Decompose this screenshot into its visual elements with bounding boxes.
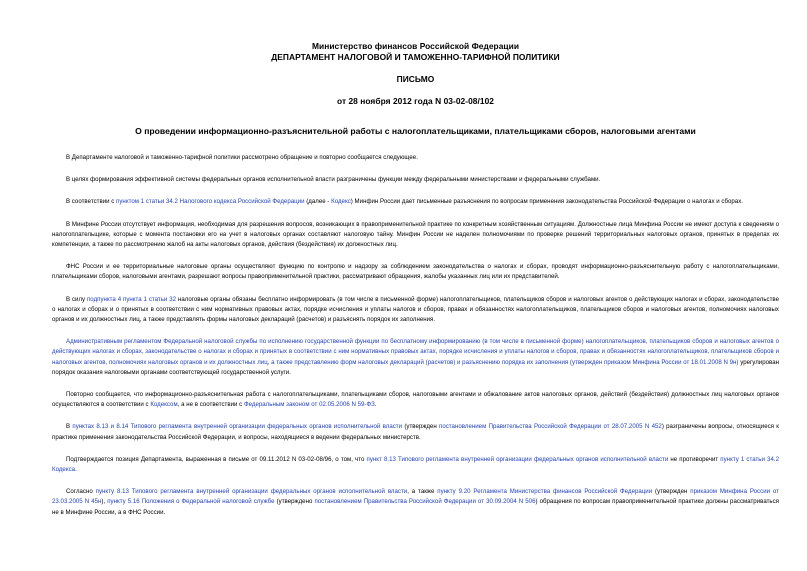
link-federal-law-59-fz[interactable]: Федеральным законом от 02.05.2006 N 59-ФЗ <box>243 401 375 409</box>
paragraph-text: В Минфине России отсутствует информация, необходимая для разрешения вопросов, возникающих в правоприменительной практике по конкретным хозяйственным ситуациям. Должностные лица Минфина России не имеют доступа к сведениям о налогоплательщике, которые с момента постановки его на учет в налоговых органах составляют налоговую тайну. Минфин России не наделен полномочиями по проверке решений территориальных налоговых органов, принятых в пределах их компетенции, а также по рассмотрению жалоб на акты налоговых органов, действия (бездействия) их должностных лиц. <box>52 220 779 249</box>
paragraph-8 <box>52 390 779 410</box>
link-minfin-order-45n[interactable]: приказом Минфина России от 23.03.2005 N 45н <box>52 488 779 506</box>
link-subparagraph-4-article-32[interactable]: подпункта 4 пункта 1 статьи 32 <box>86 295 177 303</box>
document-type: ПИСЬМО <box>396 74 435 84</box>
link-tax-code[interactable]: Кодексом <box>150 401 178 409</box>
link-administrative-regulation-fns[interactable]: Административным регламентом Федеральной налоговой службы по исполнению государственной функции по бесплатному информированию (в том числе в письменной форме) налогоплательщиков, плательщиков сборов и налоговых агентов о действующих налогах и сборах, законодательстве о налогах и сборах и принятых в соответствии с ним нормативных правовых актах, порядке исчисления и уплаты налогов и сборов, правах и обязанностях налогоплательщиков, плательщиков сборов и налоговых агентов, полномочиях налоговых органов и их должностных лиц, а также представлению форм налоговых деклараций (расчетов) и разъяснению порядка их заполнения (утвержден приказом Минфина России от 18.01.2008 N 9н) <box>52 338 779 366</box>
paragraph-text: налоговые органы обязаны бесплатно информировать (в том числе в письменной форме) налогоплательщиков, плательщиков сборов и налоговых агентов о действующих налогах и сборах, законодательстве о налогах и сборах и о принятых в соответствии с ним нормативных правовых актах, порядке исчисления и уплаты налогов и сборов, правах и обязанностях налогоплательщиков, плательщиков сборов и налоговых агентов, полномочиях налоговых органов и их должностных лиц, а также представлять формы налоговых деклараций (расчетов) и разъяснять порядок их заполнения. <box>52 295 779 324</box>
paragraph-text: . <box>75 466 77 474</box>
link-typical-regulation-8-13[interactable]: пункт 8.13 Типового регламента внутренней организации федеральных органов исполнительной власти <box>366 455 669 463</box>
paragraph-text: , а также <box>407 488 438 496</box>
paragraph-text: (утверждено <box>274 498 315 506</box>
link-article-34-2-code[interactable]: пункту 1 статьи 34.2 Кодекса <box>52 455 779 474</box>
paragraph-text: Повторно сообщается, что информационно-разъяснительная работа с налогоплательщиками, плательщиками сборов, налоговыми агентами и обжалование актов налоговых органов, действий (бездействия) должностных лиц налоговых органов осуществляются в соответствии с <box>52 391 779 409</box>
department-name: ДЕПАРТАМЕНТ НАЛОГОВОЙ И ТАМОЖЕННО-ТАРИФНОЙ ПОЛИТИКИ <box>271 52 560 62</box>
paragraph-text: Подтверждается позиция Департамента, выраженная в письме от 09.11.2012 N 03-02-08/96, о том, что <box>66 455 367 463</box>
paragraph-6 <box>52 295 779 326</box>
paragraph-text: урегулирован порядок оказания налоговыми органами соответствующей государственной услуги. <box>52 358 780 376</box>
paragraph-text: не противоречит <box>668 455 721 463</box>
paragraph-text: ) обращения по вопросам правоприменительной практики должны рассматриваться не в Минфине России, а в ФНС России. <box>52 498 779 516</box>
link-typical-regulation-8-13-8-14[interactable]: пунктах 8.13 и 8.14 Типового регламента внутренней организации федеральных органов исполнительной власти <box>72 423 403 431</box>
paragraph-text: В <box>66 423 73 431</box>
paragraph-10 <box>52 455 779 475</box>
link-tax-code[interactable]: Кодекс <box>331 198 351 206</box>
paragraph-1 <box>52 153 779 163</box>
paragraph-text: ) разграничены вопросы, относящиеся к практике применения законодательства Российской Федерации, и вопросы, находящиеся в ведении федеральных министерств. <box>52 423 779 441</box>
document-date-number: от 28 ноября 2012 года N 03-02-08/102 <box>336 96 494 106</box>
paragraph-text: , а не в соответствии с <box>177 401 244 409</box>
paragraph-text: (утвержден <box>652 488 691 496</box>
paragraph-4 <box>52 220 779 251</box>
paragraph-text: ) Минфин России дает письменные разъяснения по вопросам применения законодательства Российской Федерации о налогах и сборах. <box>350 198 743 206</box>
paragraph-text: (утвержден <box>402 423 440 431</box>
link-government-decree-452[interactable]: постановлением Правительства Российской Федерации от 28.07.2005 N 452 <box>439 423 662 431</box>
paragraph-11 <box>52 487 779 518</box>
paragraph-5 <box>52 262 779 282</box>
document-subject: О проведении информационно-разъяснительной работы с налогоплательщиками, плательщиками сборов, налоговыми агентами <box>135 126 696 136</box>
paragraph-text: В соответствии с <box>66 198 117 206</box>
link-fns-statute-5-16[interactable]: пункту 5.16 Положения о Федеральной налоговой службе <box>107 498 275 506</box>
link-typical-regulation-8-13[interactable]: пункту 8.13 Типового регламента внутренней организации федеральных органов исполнительной власти <box>95 488 408 496</box>
paragraph-text: В силу <box>66 295 87 303</box>
paragraph-text: Согласно <box>66 488 96 496</box>
paragraph-text: . <box>374 401 377 409</box>
paragraph-text: В Департаменте налоговой и таможенно-тарифной политики рассмотрено обращение и повторно сообщается следующее. <box>66 154 418 161</box>
link-government-decree-506[interactable]: постановлением Правительства Российской Федерации от 30.09.2004 N 506 <box>314 498 536 506</box>
paragraph-text: ), <box>101 498 108 506</box>
link-minfin-regulation-9-20[interactable]: пункту 9.20 Регламента Министерства финансов Российской Федерации <box>437 488 653 496</box>
paragraph-2 <box>52 175 779 185</box>
paragraph-7 <box>52 337 779 378</box>
paragraph-3 <box>52 197 779 207</box>
paragraph-9 <box>52 422 779 442</box>
link-article-34-2-tax-code[interactable]: пунктом 1 статьи 34.2 Налогового кодекса Российской Федерации <box>116 198 305 206</box>
ministry-name: Министерство финансов Российской Федерации <box>311 41 520 51</box>
paragraph-text: В целях формирования эффективной системы федеральных органов исполнительной власти разграничены функции между федеральными министерствами и федеральными службами. <box>66 176 601 184</box>
paragraph-text: (далее - <box>304 198 332 206</box>
paragraph-text: ФНС России и ее территориальные налоговые органы осуществляют функцию по контролю и надзору за соблюдением законодательства о налогах и сборах, проводят информационно-разъяснительную работу с налогоплательщиками, плательщиками сборов, налоговыми агентами, разрешают вопросы правоприменительной практики, рассматривают обращения, жалобы указанных лиц или их представителей. <box>52 263 779 281</box>
